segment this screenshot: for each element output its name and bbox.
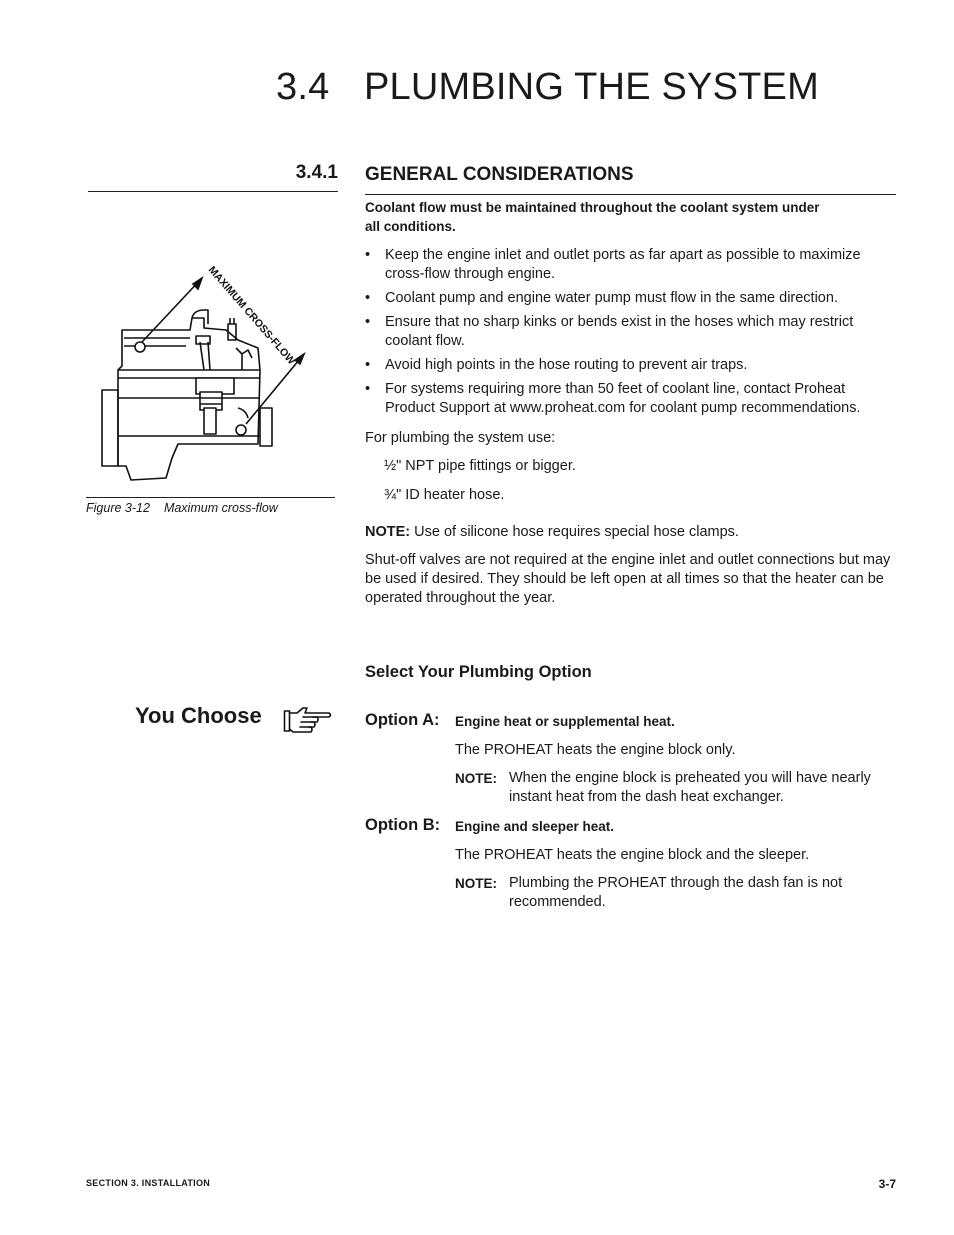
note-text: Use of silicone hose requires special hose clamps. bbox=[410, 524, 739, 540]
you-choose-label: You Choose bbox=[135, 703, 262, 728]
page-number: 3-7 bbox=[878, 1177, 896, 1191]
list-item bbox=[365, 289, 896, 308]
subsection-number: 3.4.1 bbox=[295, 162, 338, 183]
list-item bbox=[365, 246, 896, 284]
note-text: Plumbing the PROHEAT through the dash fan is not recommended. bbox=[509, 875, 843, 910]
figure-caption-title: Maximum cross-flow bbox=[163, 501, 278, 515]
left-flange bbox=[102, 390, 118, 466]
crossflow-arrow-line bbox=[142, 278, 202, 342]
right-flange bbox=[260, 408, 272, 446]
bullet-icon: • bbox=[365, 357, 371, 373]
option-a-label: Option A: bbox=[365, 711, 440, 729]
lead-statement: Coolant flow must be maintained throughout the coolant system under all conditions. bbox=[365, 200, 820, 234]
consideration-list bbox=[365, 246, 896, 423]
bullet-icon: • bbox=[365, 381, 371, 397]
bullet-icon: • bbox=[365, 314, 371, 330]
figure-number: Figure 3-12 bbox=[86, 501, 150, 515]
section-number: 3.4 bbox=[276, 66, 330, 108]
options-heading: Select Your Plumbing Option bbox=[365, 663, 592, 681]
note-label: NOTE: bbox=[455, 771, 497, 786]
subsection-rule-left bbox=[88, 191, 338, 192]
hand-pointing-right-icon bbox=[283, 705, 333, 735]
bullet-icon: • bbox=[365, 290, 371, 306]
option-b-title: Engine and sleeper heat. bbox=[455, 819, 615, 834]
figure-caption bbox=[86, 501, 278, 515]
list-item bbox=[365, 380, 896, 418]
outlet-port-icon bbox=[236, 425, 246, 435]
section-title: PLUMBING THE SYSTEM bbox=[364, 66, 819, 108]
plumbing-use-item: ¾" ID heater hose. bbox=[384, 487, 505, 503]
crossflow-label: MAXIMUM CROSS-FLOW bbox=[205, 264, 298, 368]
footer-section-label: SECTION 3. INSTALLATION bbox=[86, 1178, 211, 1188]
page-title bbox=[276, 66, 819, 109]
engine-crossflow-figure bbox=[96, 258, 316, 483]
option-b-note bbox=[455, 874, 896, 912]
note-text: When the engine block is preheated you will have nearly instant heat from the dash heat exchanger. bbox=[509, 770, 871, 805]
subsection-title: GENERAL CONSIDERATIONS bbox=[365, 164, 634, 185]
list-item-text: For systems requiring more than 50 feet of coolant line, contact Proheat Product Support at www.proheat.com for coolant pump recommendations. bbox=[385, 381, 861, 416]
crossflow-arrow-line bbox=[246, 354, 304, 424]
arrowhead-icon bbox=[193, 278, 202, 289]
list-item-text: Keep the engine inlet and outlet ports as far apart as possible to maximize cross-flow through engine. bbox=[385, 247, 861, 282]
list-item-text: Coolant pump and engine water pump must flow in the same direction. bbox=[385, 290, 838, 306]
option-a-note bbox=[455, 769, 896, 807]
option-b-label: Option B: bbox=[365, 816, 441, 834]
plumbing-use-item: ½" NPT pipe fittings or bigger. bbox=[384, 458, 576, 474]
note-label: NOTE: bbox=[365, 524, 411, 540]
list-item-text: Ensure that no sharp kinks or bends exist in the hoses which may restrict coolant flow. bbox=[385, 314, 854, 349]
option-b-description: The PROHEAT heats the engine block and the sleeper. bbox=[455, 847, 810, 863]
bullet-icon: • bbox=[365, 247, 371, 263]
option-a-description: The PROHEAT heats the engine block only. bbox=[455, 742, 736, 758]
figure-rule bbox=[86, 497, 335, 498]
list-item bbox=[365, 313, 896, 351]
plumbing-use-intro: For plumbing the system use: bbox=[365, 430, 556, 446]
list-item-text: Avoid high points in the hose routing to prevent air traps. bbox=[385, 357, 748, 373]
inlet-port-icon bbox=[135, 342, 145, 352]
silicone-hose-note bbox=[365, 523, 739, 542]
option-a-title: Engine heat or supplemental heat. bbox=[455, 714, 675, 729]
list-item bbox=[365, 356, 896, 375]
shutoff-paragraph: Shut-off valves are not required at the engine inlet and outlet connections but may be used if desired. They should be left open at all times so that the heater can be operated throughout the year. bbox=[365, 552, 891, 606]
subsection-rule-right bbox=[365, 194, 896, 195]
note-label: NOTE: bbox=[455, 876, 497, 891]
